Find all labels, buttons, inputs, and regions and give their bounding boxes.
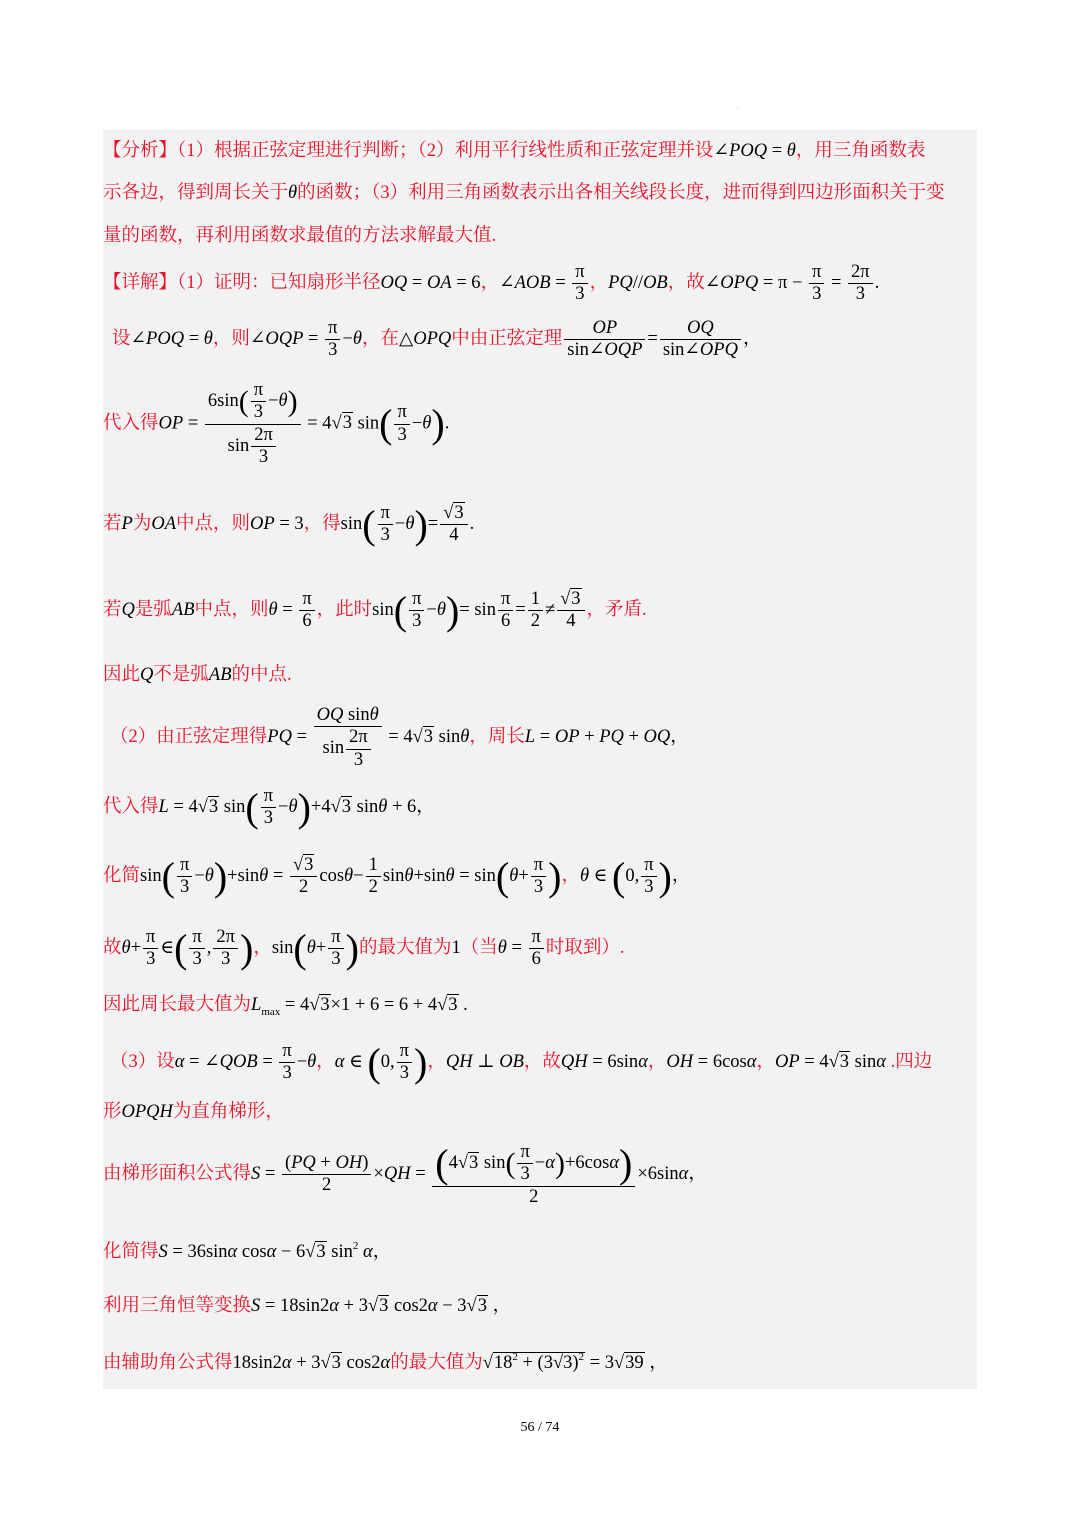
detail-line-7: （2）由正弦定理得PQ = OQ sinθ sin $\frac{2\pi}{3}$ = 4√3 sinθ，周长L = OP + PQ + OQ， (110, 705, 689, 770)
analysis-line-2: 示各边，得到周长关于θ的函数；（3）利用三角函数表示出各相关线段长度，进而得到四边形面积关于变 (103, 183, 945, 203)
detail-line-3: 代入得OP = 6sin( $\frac{\pi}{3}$ −θ) sin $\frac{2\pi}{3}$ = 4√3 sin( $\frac{\pi}{3}$ −θ). (103, 380, 450, 467)
detail-line-16: 利用三角恒等变换S = 18sin2α + 3√3 cos2α − 3√3 ， (103, 1296, 512, 1316)
detail-line-1: 【详解】（1）证明：已知扇形半径OQ = OA = 6，∠AOB = $\frac{\pi}{3}$ ，PQ//OB，故∠OPQ = π − $\frac{\pi}{3}$ = $\frac{2\pi}{3}$ . (103, 262, 880, 305)
detail-line-10: 故θ+ $\frac{\pi}{3}$ ∈( $\frac{\pi}{3}$ , $\frac{2\pi}{3}$ )，sin(θ+ $\frac{\pi}{3}$ )的最大值为1（当θ = $\frac{\pi}{6}$ 时取到）. (103, 925, 625, 971)
page-number: 56 / 74 (520, 1420, 560, 1435)
detail-line-15: 化简得S = 36sinα cosα − 6√3 $\sin^2 \alpha$， (103, 1240, 392, 1262)
detail-line-8: 代入得L = 4√3 sin( $\frac{\pi}{3}$ −θ)+4√3 sinθ + 6， (103, 784, 435, 830)
detail-line-12: （3）设α = ∠QOB = $\frac{\pi}{3}$ −θ，α ∈ (0, $\frac{\pi}{3}$ )，QH ⊥ OB，故QH = 6sinα，OH = 6cosα，OP = 4√3 sinα .四边 (110, 1039, 933, 1085)
page-mark: : (737, 106, 739, 112)
detail-line-11: 因此周长最大值为$L_{max} = 4√3\times 1 + 6 = 6 + 4√3$ . (103, 995, 468, 1018)
detail-line-17: 由辅助角公式得18sin2α + 3√3 cos2α的最大值为$√18^2 + (3√3)^2 = 3√39$ ， (103, 1351, 668, 1373)
detail-line-14: 由梯形面积公式得S = $\frac{(PQ + OH)}{2}$ ×QH = (4√3 sin( $\frac{\pi}{3}$ −α)+6cosα) 2 ×6sinα， (103, 1140, 707, 1207)
detail-line-4: 若P为OA中点，则OP = 3，得sin( $\frac{\pi}{3}$ −θ)= $\frac{√3}{4}$ . (103, 501, 475, 547)
analysis-line-1: 【分析】（1）根据正弦定理进行判断；（2）利用平行线性质和正弦定理并设∠POQ = θ，用三角函数表 (103, 141, 926, 161)
detail-line-5: 若Q是弧AB中点，则θ = $\frac{\pi}{6}$ ，此时sin( $\frac{\pi}{3}$ −θ)= sin $\frac{\pi}{6}$ = $\frac{1}{2}$ ≠ $\frac{√3}{4}$ ，矛盾. (103, 587, 647, 633)
detail-line-13: 形OPQH为直角梯形， (103, 1102, 284, 1122)
detail-line-9: 化简sin( $\frac{\pi}{3}$ −θ)+sinθ = $\frac{√3}{2}$ cosθ− $\frac{1}{2}$ sinθ+sinθ = sin(θ+ $\frac{\pi}{3}$ )，θ ∈ (0, $\frac{\pi}{3}$ )， (103, 853, 691, 899)
analysis-line-3: 量的函数，再利用函数求最值的方法求解最大值. (103, 226, 497, 246)
detail-line-2: 设∠POQ = θ，则∠OQP = $\frac{\pi}{3}$ −θ，在△OPQ中由正弦定理 $\frac{OP}{\text{sin∠OQP}}$ = $\frac{OQ}{\text{sin∠OPQ}}$ ， (112, 318, 762, 361)
detail-line-6: 因此Q不是弧AB的中点. (103, 665, 292, 685)
